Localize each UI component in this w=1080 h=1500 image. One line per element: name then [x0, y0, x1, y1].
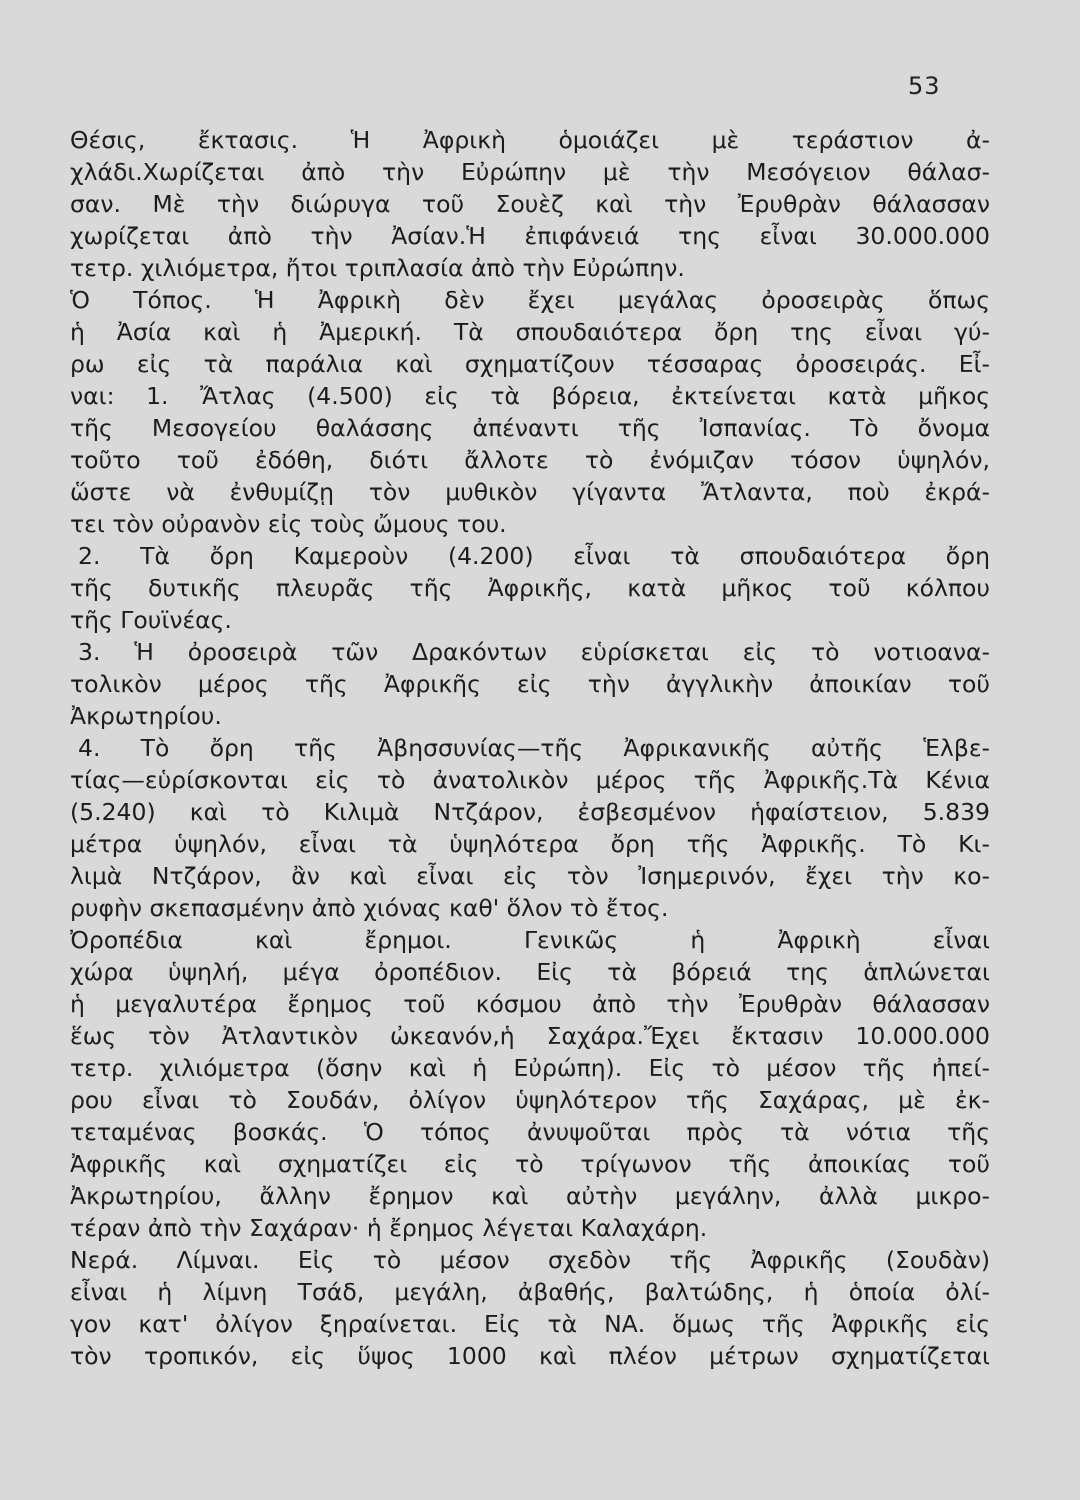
- text-line: Νερά. Λίμναι. Εἰς τὸ μέσον σχεδὸν τῆς Ἀφρικῆς (Σουδὰν): [70, 1246, 990, 1274]
- text-line: τῆς Μεσογείου θαλάσσης ἀπέναντι τῆς Ἰσπανίας. Τὸ ὄνομα: [70, 414, 990, 442]
- text-line: 3. Ἡ ὀροσειρὰ τῶν Δρακόντων εὑρίσκεται εἰς τὸ νοτιοανα-: [78, 638, 990, 666]
- text-line: τετρ. χιλιόμετρα (ὅσην καὶ ἡ Εὐρώπη). Εἰς τὸ μέσον τῆς ἠπεί-: [70, 1054, 990, 1082]
- text-line: Ὁ Τόπος. Ἡ Ἀφρικὴ δὲν ἔχει μεγάλας ὀροσειρὰς ὅπως: [70, 286, 990, 314]
- text-line: τολικὸν μέρος τῆς Ἀφρικῆς εἰς τὴν ἀγγλικὴν ἀποικίαν τοῦ: [70, 670, 990, 698]
- text-line: τῆς Γουϊνέας.: [70, 606, 232, 634]
- text-line: τὸν τροπικόν, εἰς ὕψος 1000 καὶ πλέον μέτρων σχηματίζεται: [70, 1342, 990, 1370]
- text-line: ὥστε νὰ ἐνθυμίζῃ τὸν μυθικὸν γίγαντα Ἄτλαντα, ποὺ ἐκρά-: [70, 478, 990, 506]
- text-line: εἶναι ἡ λίμνη Τσάδ, μεγάλη, ἀβαθής, βαλτώδης, ἡ ὁποία ὀλί-: [70, 1278, 990, 1306]
- text-line: τῆς δυτικῆς πλευρᾶς τῆς Ἀφρικῆς, κατὰ μῆκος τοῦ κόλπου: [70, 574, 990, 602]
- text-line: Ἀκρωτηρίου.: [70, 702, 222, 730]
- text-line: Ἀφρικῆς καὶ σχηματίζει εἰς τὸ τρίγωνον τῆς ἀποικίας τοῦ: [70, 1150, 990, 1178]
- text-line: τίας—εὑρίσκονται εἰς τὸ ἀνατολικὸν μέρος τῆς Ἀφρικῆς.Τὰ Κένια: [70, 766, 990, 794]
- page-number: 53: [908, 72, 941, 100]
- text-line: μέτρα ὑψηλόν, εἶναι τὰ ὑψηλότερα ὄρη τῆς Ἀφρικῆς. Τὸ Κι-: [70, 830, 990, 858]
- text-line: τέραν ἀπὸ τὴν Σαχάραν· ἡ ἔρημος λέγεται Καλαχάρη.: [70, 1214, 708, 1242]
- body-text: [70, 124, 990, 1372]
- text-line: ρου εἶναι τὸ Σουδάν, ὀλίγον ὑψηλότερον τῆς Σαχάρας, μὲ ἐκ-: [70, 1086, 990, 1114]
- text-line: (5.240) καὶ τὸ Κιλιμὰ Ντζάρον, ἐσβεσμένον ἡφαίστειον, 5.839: [70, 798, 990, 826]
- text-line: ἡ Ἀσία καὶ ἡ Ἀμερική. Τὰ σπουδαιότερα ὄρη της εἶναι γύ-: [70, 318, 990, 346]
- text-line: χλάδι.Χωρίζεται ἀπὸ τὴν Εὐρώπην μὲ τὴν Μεσόγειον θάλασ-: [70, 158, 990, 186]
- text-line: τοῦτο τοῦ ἐδόθη, διότι ἄλλοτε τὸ ἐνόμιζαν τόσον ὑψηλόν,: [70, 446, 990, 474]
- text-line: Ἀκρωτηρίου, ἄλλην ἔρημον καὶ αὐτὴν μεγάλην, ἀλλὰ μικρο-: [70, 1182, 990, 1210]
- text-line: ἡ μεγαλυτέρα ἔρημος τοῦ κόσμου ἀπὸ τὴν Ἐρυθρὰν θάλασσαν: [70, 990, 990, 1018]
- text-line: λιμὰ Ντζάρον, ἂν καὶ εἶναι εἰς τὸν Ἰσημερινόν, ἔχει τὴν κο-: [70, 862, 990, 890]
- text-line: ἕως τὸν Ἀτλαντικὸν ὠκεανόν,ἡ Σαχάρα.Ἔχει ἔκτασιν 10.000.000: [70, 1022, 990, 1050]
- text-line: τεταμένας βοσκάς. Ὁ τόπος ἀνυψοῦται πρὸς τὰ νότια τῆς: [70, 1118, 990, 1146]
- text-line: τει τὸν οὐρανὸν εἰς τοὺς ὤμους του.: [70, 510, 507, 538]
- text-line: τετρ. χιλιόμετρα, ἤτοι τριπλασία ἀπὸ τὴν Εὐρώπην.: [70, 254, 685, 282]
- text-line: σαν. Μὲ τὴν διώρυγα τοῦ Σουὲζ καὶ τὴν Ἐρυθρὰν θάλασσαν: [70, 190, 990, 218]
- text-line: 2. Τὰ ὄρη Καμεροὺν (4.200) εἶναι τὰ σπουδαιότερα ὄρη: [78, 542, 990, 570]
- text-line: Θέσις, ἔκτασις. Ἡ Ἀφρικὴ ὁμοιάζει μὲ τεράστιον ἀ-: [70, 126, 990, 154]
- text-line: γον κατ' ὀλίγον ξηραίνεται. Εἰς τὰ ΝΑ. ὅμως τῆς Ἀφρικῆς εἰς: [70, 1310, 990, 1338]
- text-line: ρυφὴν σκεπασμένην ἀπὸ χιόνας καθ' ὅλον τὸ ἔτος.: [70, 894, 669, 922]
- text-line: ρω εἰς τὰ παράλια καὶ σχηματίζουν τέσσαρας ὀροσειράς. Εἶ-: [70, 350, 990, 378]
- text-line: Ὀροπέδια καὶ ἔρημοι. Γενικῶς ἡ Ἀφρικὴ εἶναι: [70, 926, 990, 954]
- text-line: χωρίζεται ἀπὸ τὴν Ἀσίαν.Ἡ ἐπιφάνειά της εἶναι 30.000.000: [70, 222, 990, 250]
- text-line: ναι: 1. Ἄτλας (4.500) εἰς τὰ βόρεια, ἐκτείνεται κατὰ μῆκος: [70, 382, 990, 410]
- text-line: χώρα ὑψηλή, μέγα ὀροπέδιον. Εἰς τὰ βόρειά της ἁπλώνεται: [70, 958, 990, 986]
- text-line: 4. Τὸ ὄρη τῆς Ἀβησσυνίας—τῆς Ἀφρικανικῆς αὐτῆς Ἑλβε-: [78, 734, 990, 762]
